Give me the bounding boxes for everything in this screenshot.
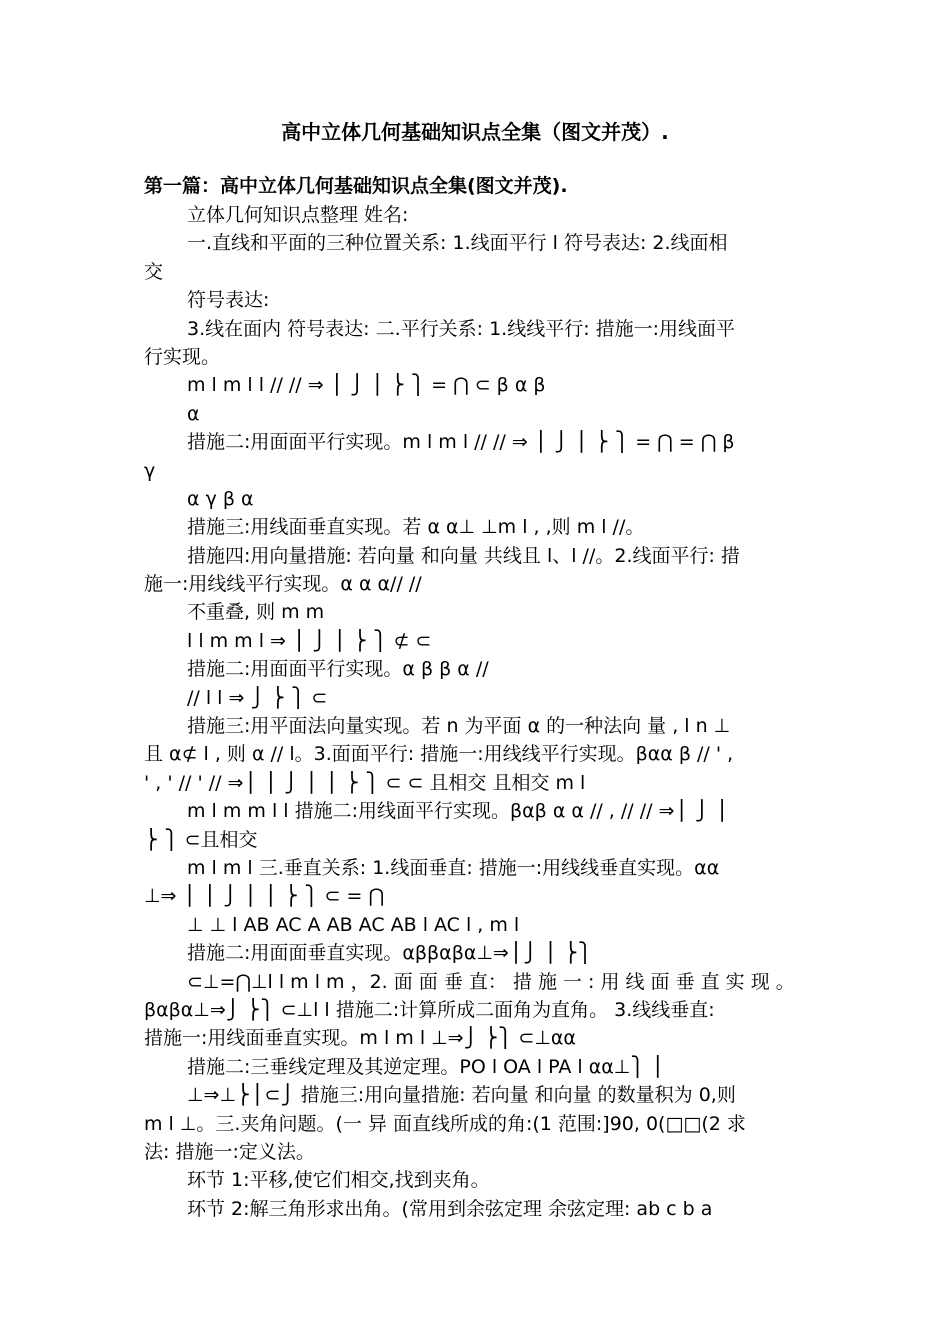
text-line: 措施二:用面面平行实现。m l m l // // ⇒ ⎪ ⎭ ⎪ ⎬ ⎫ = ⋂ = ⋂ β xyxy=(187,431,735,454)
text-line: 措施二:三垂线定理及其逆定理。PO l OA l PA l αα⊥⎫ ⎪ xyxy=(187,1055,665,1078)
text-line: 环节 1:平移,使它们相交,找到夹角。 xyxy=(187,1169,490,1192)
text-line: // l l ⇒ ⎭ ⎬ ⎫ ⊂ xyxy=(187,686,328,709)
text-line: 符号表达: xyxy=(187,289,270,312)
text-line: 行实现。 xyxy=(144,345,221,368)
text-line: m l m l l // // ⇒ ⎪ ⎭ ⎪ ⎬ ⎫ = ⋂ ⊂ β α β xyxy=(187,374,546,397)
text-line: 环节 2:解三角形求出角。(常用到余弦定理 余弦定理: ab c b a xyxy=(187,1197,713,1220)
section-heading: 第一篇：高中立体几何基础知识点全集(图文并茂). xyxy=(144,175,568,197)
text-line: m l m m l l 措施二:用线面平行实现。βαβ α α // , // // ⇒⎪ ⎭ ⎪ xyxy=(187,800,730,823)
text-line: 措施三:用平面法向量实现。若 n 为平面 α 的一种法向 量 , l n ⊥ xyxy=(187,715,731,738)
text-line: α γ β α xyxy=(187,487,254,510)
text-line: ⊥⇒ ⎪ ⎪ ⎭ ⎪ ⎪ ⎬ ⎫ ⊂ = ⋂ xyxy=(144,885,385,908)
text-line: ⎬ ⎫ ⊂且相交 xyxy=(144,828,258,851)
text-line: m l ⊥。三.夹角问题。(一 异 面直线所成的角:(1 范围:]90, 0(□□(2 求 xyxy=(144,1112,746,1135)
text-line: 措施二:用面面垂直实现。αββαβα⊥⇒⎪⎭ ⎪ ⎬⎫ xyxy=(187,942,593,965)
document-title: 高中立体几何基础知识点全集（图文并茂）. xyxy=(281,120,669,144)
text-line: 法: 措施一:定义法。 xyxy=(144,1140,315,1163)
text-line: α xyxy=(187,402,200,425)
text-line: 一.直线和平面的三种位置关系: 1.线面平行 l 符号表达: 2.线面相 xyxy=(187,232,728,255)
text-line: 施一:用线线平行实现。α α α// // xyxy=(144,573,422,596)
text-line: 措施一:用线面垂直实现。m l m l ⊥⇒⎭ ⎬⎫ ⊂⊥αα xyxy=(144,1027,576,1050)
body-text xyxy=(144,201,808,1223)
text-line: 措施三:用线面垂直实现。若 α α⊥ ⊥m l , ,则 m l //。 xyxy=(187,516,645,539)
text-line: γ xyxy=(144,459,156,482)
text-line: 不重叠, 则 m m xyxy=(187,601,325,624)
text-line: ⊥⇒⊥⎬⎪⊂⎭ 措施三:用向量措施: 若向量 和向量 的数量积为 0,则 xyxy=(187,1084,736,1107)
text-line: l l m m l ⇒ ⎪ ⎭ ⎪ ⎬ ⎫ ⊄ ⊂ xyxy=(187,629,432,652)
text-line: ⊥ ⊥ l AB AC A AB AC AB l AC l , m l xyxy=(187,913,520,936)
text-line: 且 α⊄ l , 则 α // l。3.面面平行: 措施一:用线线平行实现。βαα β // ' , xyxy=(144,743,734,766)
text-line: 措施四:用向量措施: 若向量 和向量 共线且 l、l //。2.线面平行: 措 xyxy=(187,544,740,567)
text-line: ' , ' // ' // ⇒⎪ ⎪ ⎭ ⎪ ⎪ ⎬ ⎫ ⊂ ⊂ 且相交 且相交 m l xyxy=(144,771,586,794)
text-line: βαβα⊥⇒⎭ ⎬⎫ ⊂⊥l l 措施二:计算所成二面角为直角。 3.线线垂直: xyxy=(144,998,715,1021)
text-line: ⊂⊥=⋂⊥l l m l m ，2. 面 面 垂 直： 措 施 一 : 用 线 面 垂 直 实 现 。 xyxy=(187,970,795,993)
text-line: 交 xyxy=(144,260,164,283)
text-line: m l m l 三.垂直关系: 1.线面垂直: 措施一:用线线垂直实现。αα xyxy=(187,856,720,879)
text-line: 3.线在面内 符号表达: 二.平行关系: 1.线线平行: 措施一:用线面平 xyxy=(187,317,736,340)
text-line: 措施二:用面面平行实现。α β β α // xyxy=(187,658,489,681)
text-line: 立体几何知识点整理 姓名: xyxy=(187,204,409,226)
